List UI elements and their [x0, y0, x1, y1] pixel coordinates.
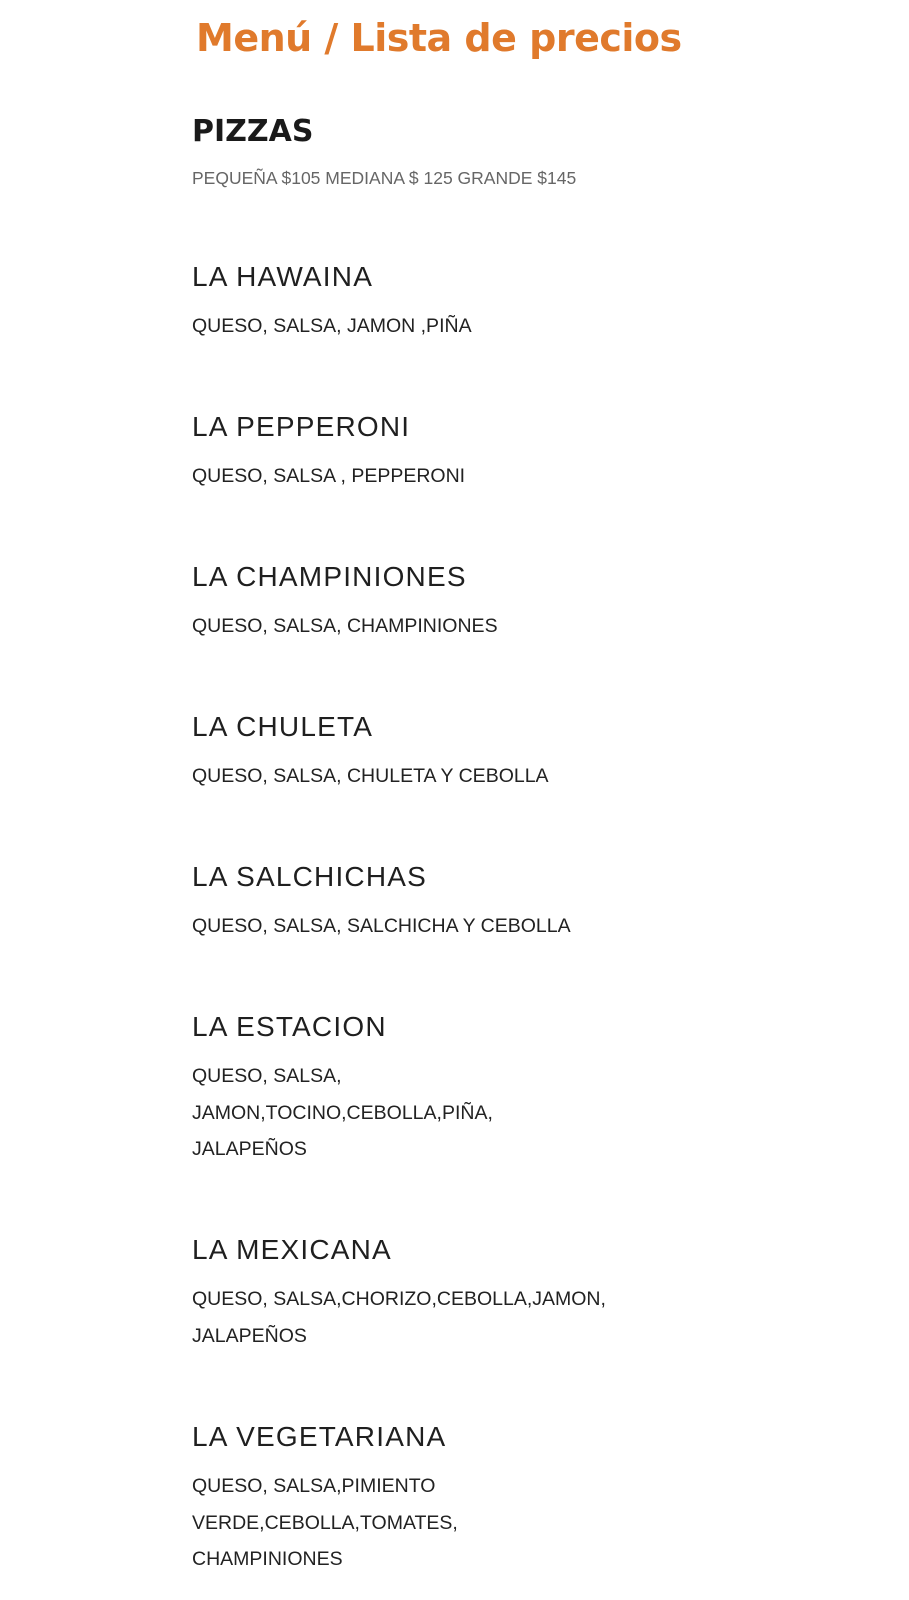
menu-item-ingredients: QUESO, SALSA , PEPPERONI: [192, 465, 466, 487]
menu-item-ingredients: QUESO, SALSA,CHORIZO,CEBOLLA,JAMON, JALAPEÑOS: [192, 1288, 606, 1347]
menu-item-name: LA VEGETARIANA: [192, 1421, 447, 1452]
menu-item-name: LA ESTACION: [192, 1011, 387, 1042]
menu-item: [192, 260, 652, 345]
menu-item-ingredients: QUESO, SALSA,PIMIENTO VERDE,CEBOLLA,TOMATES, CHAMPINIONES: [192, 1475, 458, 1570]
menu-item-ingredients: QUESO, SALSA, CHAMPINIONES: [192, 615, 498, 637]
menu-item-ingredients: QUESO, SALSA, JAMON ,PIÑA: [192, 315, 472, 337]
menu-item-name: LA CHAMPINIONES: [192, 561, 467, 592]
page-title: Menú / Lista de precios: [196, 16, 682, 60]
menu-item: [192, 1420, 652, 1578]
menu-item-ingredients: QUESO, SALSA, JAMON,TOCINO,CEBOLLA,PIÑA, JALAPEÑOS: [192, 1065, 493, 1160]
menu-item-ingredients: QUESO, SALSA, CHULETA Y CEBOLLA: [192, 765, 549, 787]
menu-item-name: LA CHULETA: [192, 711, 374, 742]
menu-item-name: LA PEPPERONI: [192, 411, 411, 442]
section-title-pizzas: PIZZAS: [192, 114, 314, 149]
menu-item: [192, 410, 652, 495]
menu-item: [192, 860, 652, 945]
menu-item: [192, 560, 652, 645]
menu-item-name: LA SALCHICHAS: [192, 861, 428, 892]
menu-item: [192, 710, 652, 795]
size-price-list: PEQUEÑA $105 MEDIANA $ 125 GRANDE $145: [192, 168, 577, 188]
menu-item-name: LA HAWAINA: [192, 261, 374, 292]
menu-item: [192, 1233, 652, 1354]
menu-item: [192, 1010, 652, 1168]
menu-item-name: LA MEXICANA: [192, 1234, 392, 1265]
menu-item-ingredients: QUESO, SALSA, SALCHICHA Y CEBOLLA: [192, 915, 571, 937]
